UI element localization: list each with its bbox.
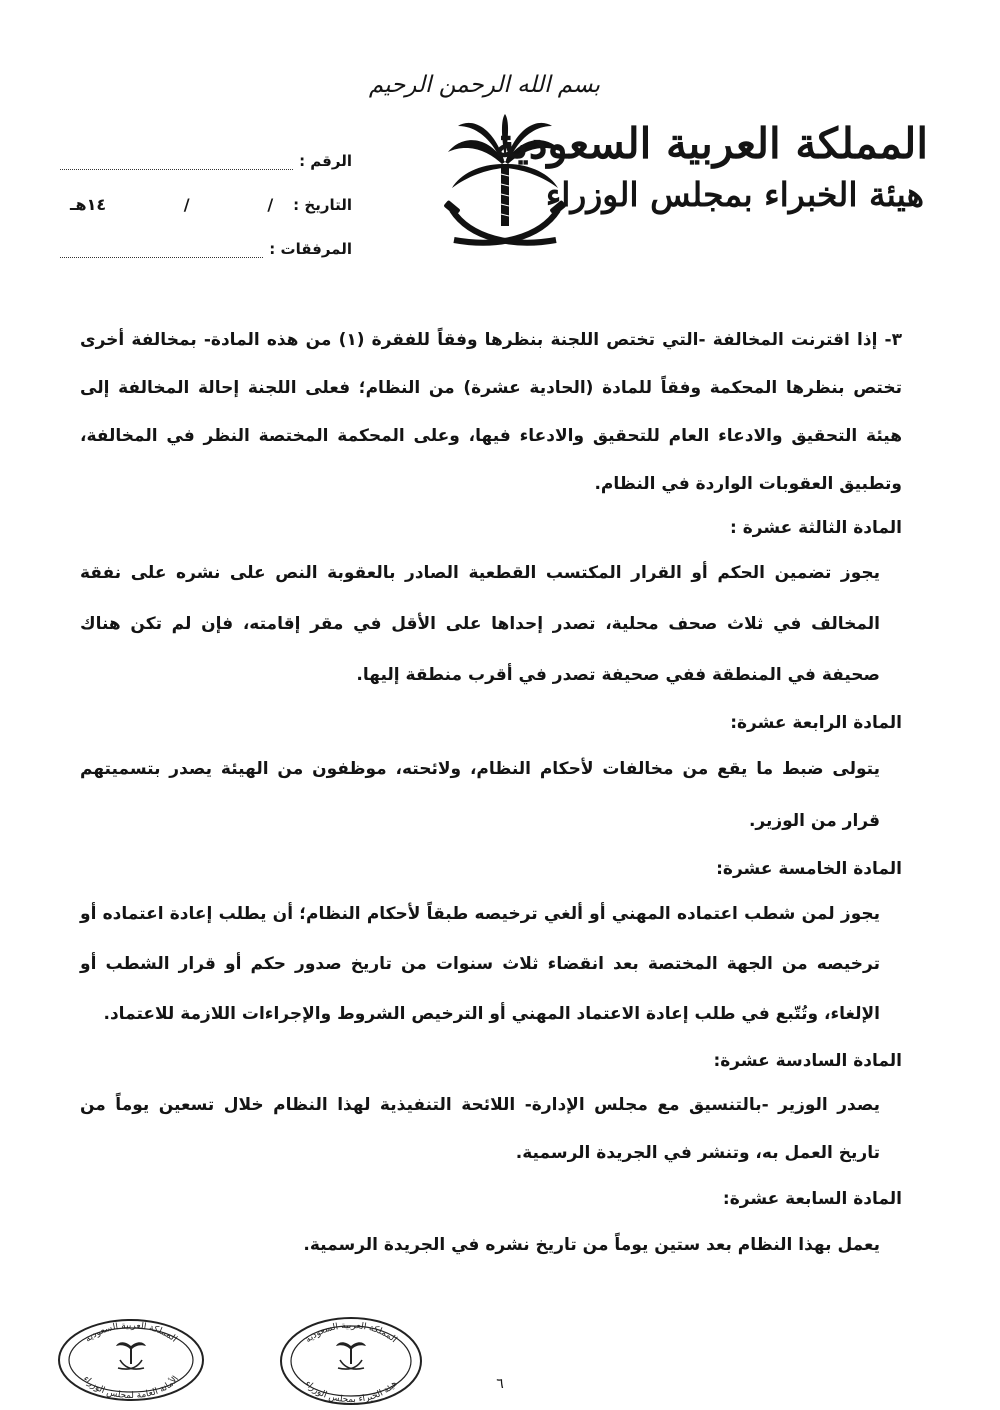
basmala-calligraphy: بسم الله الرحمن الرحيم bbox=[368, 72, 600, 98]
article-14-heading: المادة الرابعة عشرة: bbox=[730, 713, 902, 733]
date-value bbox=[60, 195, 287, 214]
clause-3-paragraph: ٣- إذا اقترنت المخالفة -التي تختص اللجنة بنظرها وفقاً للفقرة (١) من هذه المادة- بمخالفة أخرى تختص بنظرها المحكمة وفقاً للمادة (الحادية عشرة) من النظام؛ فعلى اللجنة إحالة المخالفة إلى هيئة التحقيق والادعاء العام للتحقيق والادعاء فيها، وعلى المحكمة المختصة النظر في المخالفة، وتطبيق العقوبات الواردة في النظام. bbox=[80, 330, 902, 494]
date-field bbox=[60, 170, 352, 214]
stamp-left-top-text: المملكة العربية السعودية bbox=[83, 1320, 179, 1345]
stamp-right-top-text: المملكة العربية السعودية bbox=[303, 1320, 399, 1346]
stamp-right-bottom-text: هيئة الخبراء بمجلس الوزراء bbox=[302, 1378, 400, 1406]
reference-number-field bbox=[60, 126, 352, 170]
article-14-text: يتولى ضبط ما يقع من مخالفات لأحكام النظام، ولائحته، موظفون من الهيئة يصدر بتسميتهم قرار من الوزير. bbox=[80, 759, 880, 831]
attachments-label: المرفقات : bbox=[269, 240, 352, 258]
article-16-text: يصدر الوزير -بالتنسيق مع مجلس الإدارة- اللائحة التنفيذية لهذا النظام خلال تسعين يوماً من تاريخ العمل به، وتنشر في الجريدة الرسمية. bbox=[80, 1095, 880, 1163]
reference-number-label: الرقم : bbox=[299, 152, 352, 170]
date-year-suffix: ١٤هـ bbox=[70, 195, 107, 214]
article-15-heading: المادة الخامسة عشرة: bbox=[716, 859, 902, 879]
experts-commission-seal-stamp bbox=[278, 1314, 424, 1406]
svg-text:هيئة الخبراء بمجلس الوزراء bbox=[302, 1379, 399, 1405]
article-17-heading: المادة السابعة عشرة: bbox=[722, 1189, 902, 1209]
article-15-text: يجوز لمن شطب اعتماده المهني أو ألغي ترخيصه طبقاً لأحكام النظام؛ أن يطلب إعادة اعتماده أو ترخيصه من الجهة المختصة بعد انقضاء ثلاث سنوات من تاريخ صدور حكم أو قرار الشطب أو الإلغاء، وتُتّبع في طلب إعادة الاعتماد المهني أو الترخيص الشروط والإجراءات اللازمة للاعتماد. bbox=[80, 904, 880, 1024]
attachments-field bbox=[60, 214, 352, 258]
secretariat-seal-stamp bbox=[56, 1316, 206, 1402]
country-name-calligraphy: المملكة العربية السعودية bbox=[494, 119, 928, 168]
article-16-heading: المادة السادسة عشرة: bbox=[713, 1051, 902, 1071]
authority-name-calligraphy: هيئة الخبراء بمجلس الوزراء bbox=[545, 175, 924, 214]
stamp-left-bottom-text: الأمانة العامة لمجلس الوزراء bbox=[80, 1374, 182, 1402]
document-body bbox=[80, 316, 902, 1271]
attachments-line bbox=[60, 243, 263, 258]
svg-text:الأمانة العامة لمجلس الوزراء bbox=[81, 1374, 181, 1401]
stamp-emblem-icon bbox=[336, 1342, 366, 1369]
reference-fields bbox=[60, 126, 352, 258]
date-separator: / bbox=[267, 195, 274, 214]
svg-text:المملكة العربية السعودية bbox=[304, 1321, 399, 1345]
article-13-text: يجوز تضمين الحكم أو القرار المكتسب القطعية الصادر بالعقوبة النص على نشره على نفقة المخالف في ثلاث صحف محلية، تصدر إحداها على الأقل في مقر إقامته، فإن لم تكن هناك صحيفة في المنطقة ففي صحيفة تصدر في أقرب منطقة إليها. bbox=[80, 563, 880, 685]
reference-number-line bbox=[60, 155, 293, 170]
page-number: ٦ bbox=[496, 1376, 504, 1392]
article-17-text: يعمل بهذا النظام بعد ستين يوماً من تاريخ نشره في الجريدة الرسمية. bbox=[303, 1235, 880, 1255]
date-separator: / bbox=[183, 195, 190, 214]
date-label: التاريخ : bbox=[293, 196, 352, 214]
article-13-heading: المادة الثالثة عشرة : bbox=[730, 518, 902, 538]
stamp-emblem-icon bbox=[116, 1342, 146, 1369]
